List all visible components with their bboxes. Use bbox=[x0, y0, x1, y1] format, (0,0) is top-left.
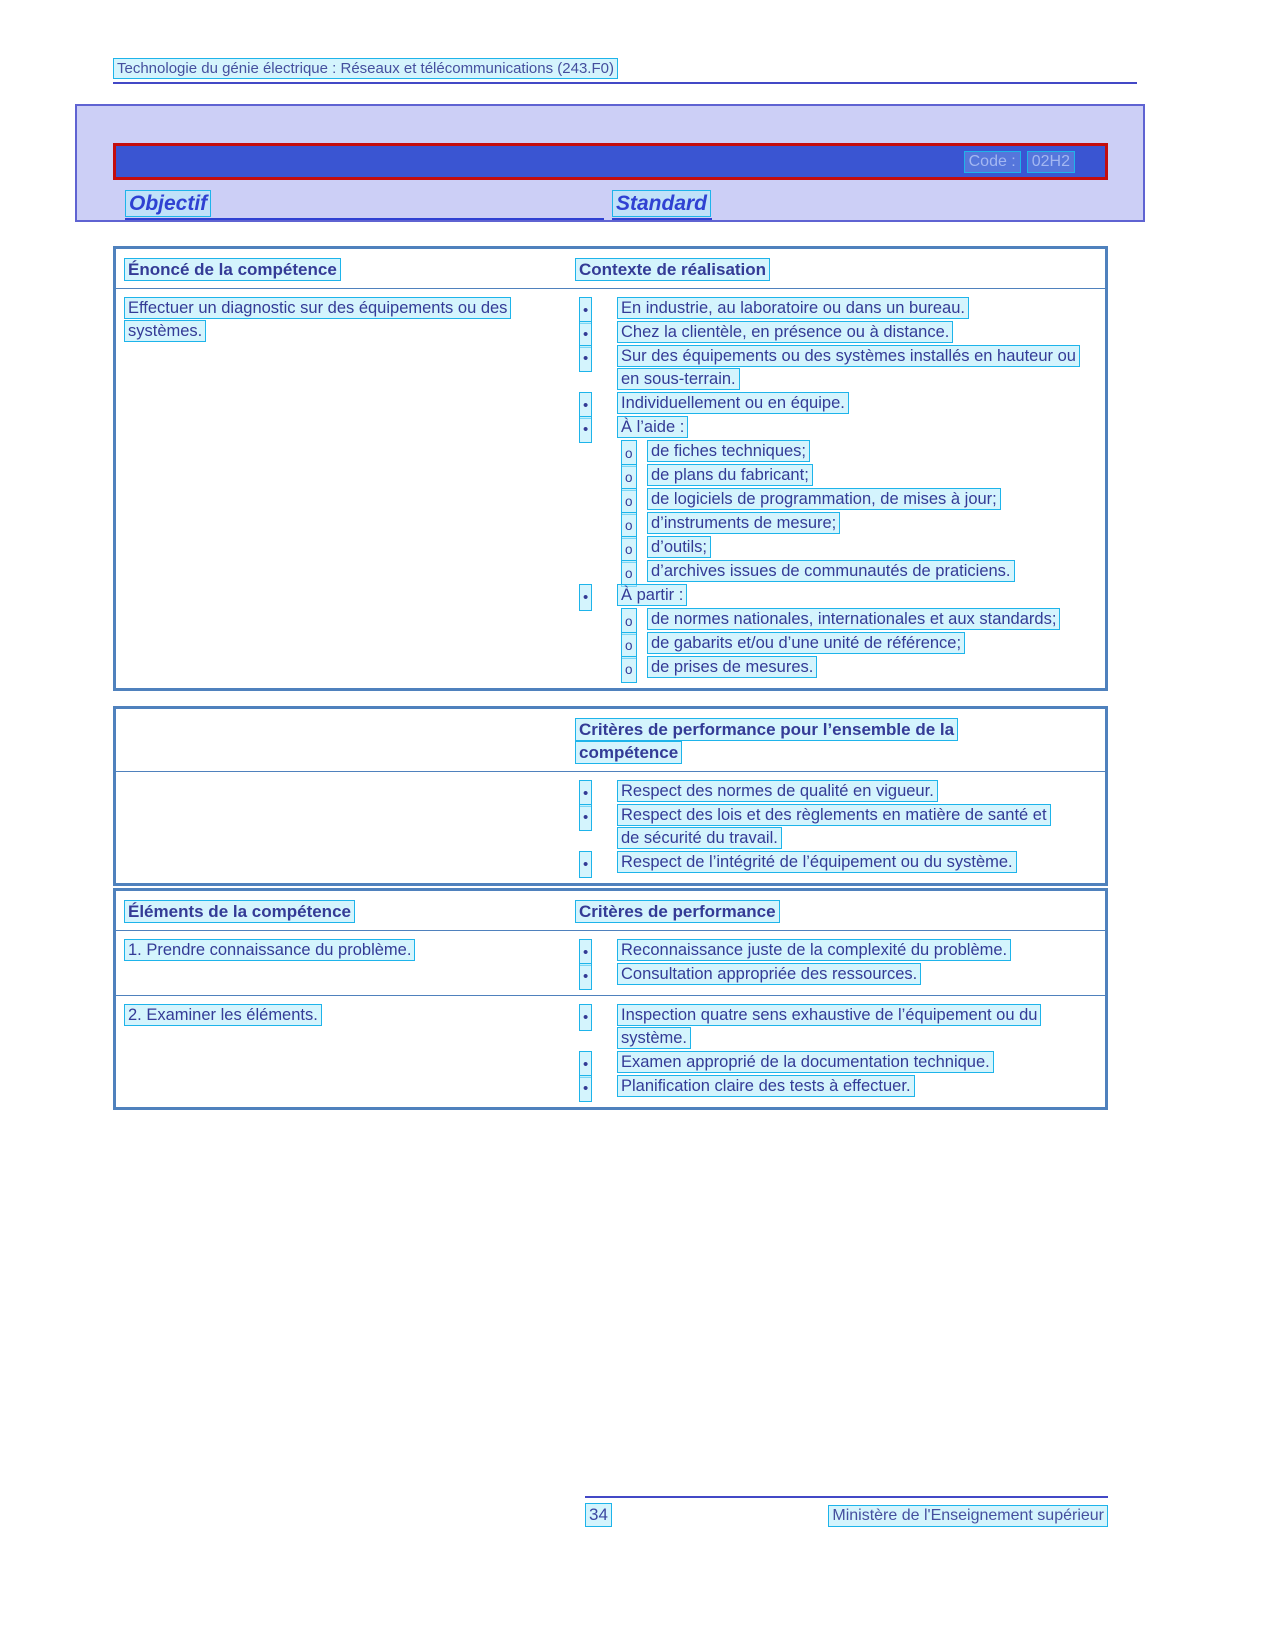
circle-bullet-icon: o bbox=[621, 488, 637, 515]
bullet-icon: • bbox=[579, 297, 592, 324]
criteres-ensemble-cell bbox=[571, 772, 1105, 883]
criteres-cell bbox=[571, 995, 1105, 1107]
list-item: • Respect des normes de qualité en vigueur. bbox=[575, 780, 1097, 803]
page-footer bbox=[585, 1496, 1108, 1527]
list-item: • Inspection quatre sens exhaustive de l’équipement ou du système. bbox=[575, 1004, 1097, 1050]
elements-table-header-right: Critères de performance bbox=[571, 891, 1105, 931]
sub-list-item: o de prises de mesures. bbox=[575, 656, 1097, 679]
competence-enonce: Effectuer un diagnostic sur des équipements ou des systèmes. bbox=[124, 297, 511, 342]
page-number: 34 bbox=[585, 1503, 612, 1527]
element-text: 1. Prendre connaissance du problème. bbox=[124, 939, 415, 961]
objective-standard-row bbox=[125, 192, 712, 220]
sub-list-item: o d’outils; bbox=[575, 536, 1097, 559]
criteres-cell bbox=[571, 931, 1105, 995]
circle-bullet-icon: o bbox=[621, 608, 637, 635]
bullet-icon: • bbox=[579, 321, 592, 348]
code-label: Code : bbox=[964, 151, 1021, 173]
running-header bbox=[113, 60, 1137, 84]
list-item: • Respect des lois et des règlements en matière de santé et de sécurité du travail. bbox=[575, 804, 1097, 850]
criteres-ensemble-table bbox=[113, 706, 1108, 886]
sub-list-item: o de normes nationales, internationales et aux standards; bbox=[575, 608, 1097, 631]
element-text: 2. Examiner les éléments. bbox=[124, 1004, 322, 1026]
bullet-icon: • bbox=[579, 963, 592, 990]
bullet-icon: • bbox=[579, 780, 592, 807]
list-item: • Individuellement ou en équipe. bbox=[575, 392, 1097, 415]
bullet-icon: • bbox=[579, 584, 592, 611]
sub-list-item: o d’archives issues de communautés de praticiens. bbox=[575, 560, 1097, 583]
code-bar bbox=[113, 143, 1108, 180]
criteres-ensemble-header-left bbox=[116, 709, 571, 772]
elements-table-header-left: Éléments de la compétence bbox=[116, 891, 571, 931]
list-item: • Chez la clientèle, en présence ou à distance. bbox=[575, 321, 1097, 344]
standard-heading: Standard bbox=[612, 192, 712, 220]
contexte-cell bbox=[571, 289, 1105, 688]
bullet-icon: • bbox=[579, 1051, 592, 1078]
list-item: • En industrie, au laboratoire ou dans un bureau. bbox=[575, 297, 1097, 320]
circle-bullet-icon: o bbox=[621, 560, 637, 587]
bullet-icon: • bbox=[579, 804, 592, 831]
sub-list-item: o de logiciels de programmation, de mises à jour; bbox=[575, 488, 1097, 511]
circle-bullet-icon: o bbox=[621, 536, 637, 563]
bullet-icon: • bbox=[579, 345, 592, 372]
objective-banner bbox=[75, 104, 1145, 222]
circle-bullet-icon: o bbox=[621, 632, 637, 659]
criteres-ensemble-header-right: Critères de performance pour l’ensemble de la compétence bbox=[571, 709, 1105, 772]
list-item: • À l’aide : bbox=[575, 416, 1097, 439]
list-item: • Consultation appropriée des ressources. bbox=[575, 963, 1097, 986]
bullet-icon: • bbox=[579, 939, 592, 966]
bullet-icon: • bbox=[579, 416, 592, 443]
list-item: • Reconnaissance juste de la complexité du problème. bbox=[575, 939, 1097, 962]
list-item: • Planification claire des tests à effectuer. bbox=[575, 1075, 1097, 1098]
element-cell bbox=[116, 931, 571, 995]
circle-bullet-icon: o bbox=[621, 440, 637, 467]
element-cell bbox=[116, 995, 571, 1107]
sub-list-item: o de fiches techniques; bbox=[575, 440, 1097, 463]
code-value: 02H2 bbox=[1027, 151, 1075, 173]
running-header-title: Technologie du génie électrique : Réseaux et télécommunications (243.F0) bbox=[113, 58, 618, 79]
elements-table bbox=[113, 888, 1108, 1110]
list-item: • Respect de l’intégrité de l’équipement ou du système. bbox=[575, 851, 1097, 874]
list-item: • À partir : bbox=[575, 584, 1097, 607]
competence-enonce-cell bbox=[116, 289, 571, 688]
bullet-icon: • bbox=[579, 392, 592, 419]
objectif-heading: Objectif bbox=[125, 192, 604, 220]
footer-ministry: Ministère de l'Enseignement supérieur bbox=[828, 1505, 1108, 1527]
circle-bullet-icon: o bbox=[621, 464, 637, 491]
competence-table-header-right: Contexte de réalisation bbox=[571, 249, 1105, 289]
sub-list-item: o de plans du fabricant; bbox=[575, 464, 1097, 487]
bullet-icon: • bbox=[579, 851, 592, 878]
competence-table-header-left: Énoncé de la compétence bbox=[116, 249, 571, 289]
bullet-icon: • bbox=[579, 1075, 592, 1102]
bullet-icon: • bbox=[579, 1004, 592, 1031]
sub-list-item: o d’instruments de mesure; bbox=[575, 512, 1097, 535]
list-item: • Sur des équipements ou des systèmes installés en hauteur ou en sous-terrain. bbox=[575, 345, 1097, 391]
circle-bullet-icon: o bbox=[621, 656, 637, 683]
sub-list-item: o de gabarits et/ou d’une unité de référence; bbox=[575, 632, 1097, 655]
circle-bullet-icon: o bbox=[621, 512, 637, 539]
competence-table bbox=[113, 246, 1108, 691]
list-item: • Examen approprié de la documentation technique. bbox=[575, 1051, 1097, 1074]
criteres-ensemble-empty-cell bbox=[116, 772, 571, 883]
